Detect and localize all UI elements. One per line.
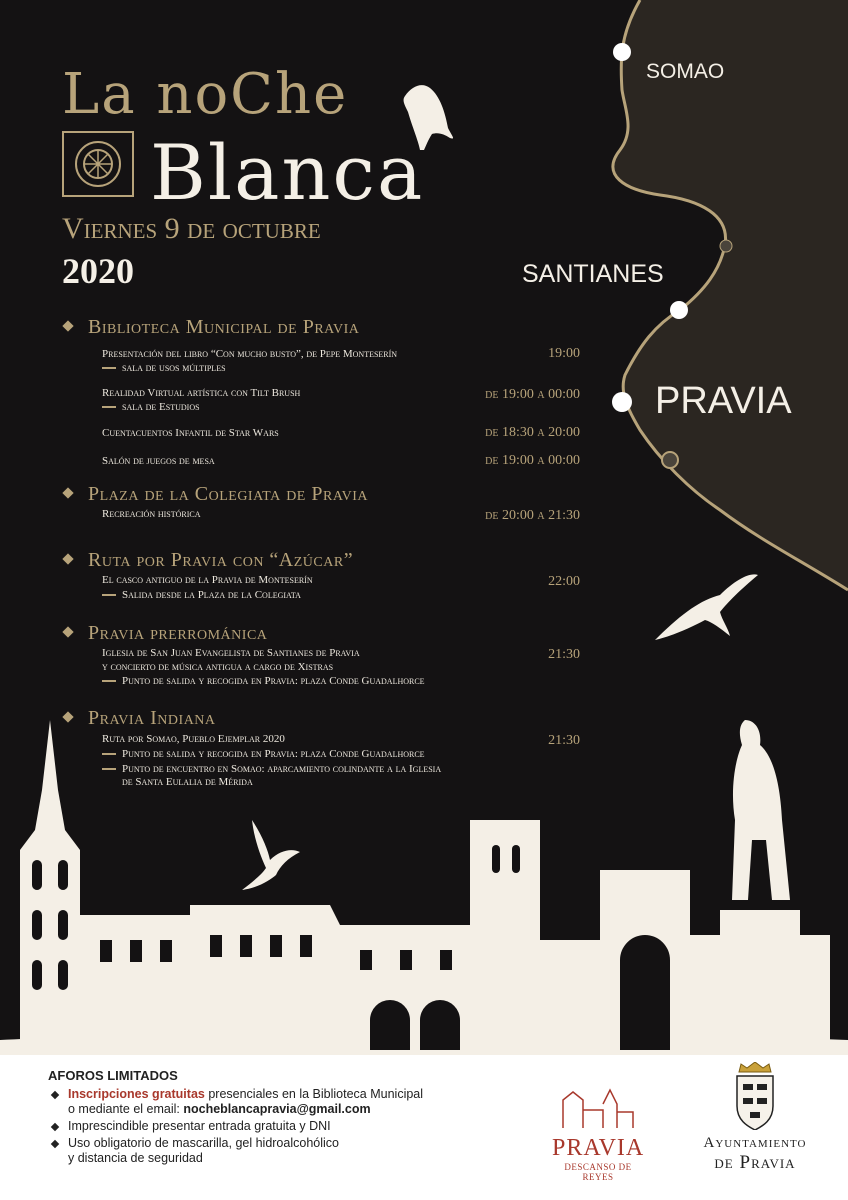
event-time: de 20:00 a 21:30 bbox=[485, 508, 580, 523]
event-text: Salón de juegos de mesa bbox=[102, 455, 215, 467]
pravia-logo bbox=[552, 1080, 644, 1182]
section-heading: Ruta por Pravia con “Azúcar” bbox=[64, 549, 353, 572]
event-time: 19:00 bbox=[548, 346, 580, 361]
event-sub: Punto de salida y recogida en Pravia: plaza Conde Guadalhorce bbox=[102, 748, 425, 760]
event-text: Presentación del libro “Con mucho busto”, de Pepe Monteserín bbox=[102, 348, 398, 360]
event-sub: Punto de encuentro en Somao: aparcamiento colindante a la Iglesia bbox=[102, 763, 441, 775]
section-heading: Biblioteca Municipal de Pravia bbox=[64, 316, 359, 339]
info-block bbox=[48, 1068, 423, 1168]
pravia-buildings-icon bbox=[558, 1080, 638, 1130]
map-label-pravia: PRAVIA bbox=[655, 380, 792, 422]
event-time: 21:30 bbox=[548, 733, 580, 748]
diamond-bullet-icon bbox=[62, 554, 73, 565]
event-text: Ruta por Somao, Pueblo Ejemplar 2020 bbox=[102, 733, 285, 745]
title-line1: La noChe bbox=[62, 62, 349, 127]
event-time: de 18:30 a 20:00 bbox=[485, 425, 580, 440]
event-text: Recreación histórica bbox=[102, 508, 201, 520]
info-item: Uso obligatorio de mascarilla, gel hidroalcohólico y distancia de seguridad bbox=[48, 1136, 423, 1166]
event-text: y concierto de música antigua a cargo de Xistras bbox=[102, 661, 334, 673]
info-item: Imprescindible presentar entrada gratuita y DNI bbox=[48, 1119, 423, 1134]
map-label-santianes: SANTIANES bbox=[522, 260, 664, 288]
map-label-somao: SOMAO bbox=[646, 60, 725, 83]
event-sub: Salida desde la Plaza de la Colegiata bbox=[102, 589, 301, 601]
event-sub: sala de usos múltiples bbox=[102, 362, 226, 374]
ayuntamiento-line2: de Pravia bbox=[714, 1152, 796, 1173]
diamond-bullet-icon bbox=[62, 321, 73, 332]
info-heading: AFOROS LIMITADOS bbox=[48, 1068, 178, 1083]
diamond-bullet-icon bbox=[62, 488, 73, 499]
event-time: 22:00 bbox=[548, 574, 580, 589]
event-time: 21:30 bbox=[548, 647, 580, 662]
diamond-bullet-icon bbox=[62, 627, 73, 638]
celtic-emblem-icon bbox=[62, 131, 134, 197]
santianes-marker bbox=[670, 301, 688, 319]
bird-silhouette bbox=[655, 574, 758, 640]
pravia-marker bbox=[612, 392, 632, 412]
section-heading: Plaza de la Colegiata de Pravia bbox=[64, 483, 368, 506]
event-year: 2020 bbox=[62, 251, 134, 291]
event-time: de 19:00 a 00:00 bbox=[485, 387, 580, 402]
event-sub: Punto de salida y recogida en Pravia: plaza Conde Guadalhorce bbox=[102, 675, 425, 687]
event-text: Iglesia de San Juan Evangelista de Santianes de Pravia bbox=[102, 647, 360, 659]
section-heading: Pravia Indiana bbox=[64, 707, 216, 730]
info-item: Inscripciones gratuitas presenciales en la Biblioteca Municipal o mediante el email: nocheblancapravia@gmail.com bbox=[48, 1087, 423, 1117]
pravia-logo-tagline: DESCANSO DE REYES bbox=[564, 1162, 632, 1182]
event-time: de 19:00 a 00:00 bbox=[485, 453, 580, 468]
town-skyline bbox=[0, 700, 848, 1080]
event-date: Viernes 9 de octubre bbox=[62, 212, 321, 245]
event-text: Cuentacuentos Infantil de Star Wars bbox=[102, 427, 279, 439]
ayuntamiento-logo bbox=[690, 1062, 820, 1174]
ayuntamiento-line1: Ayuntamiento bbox=[703, 1135, 807, 1151]
coat-of-arms-icon bbox=[733, 1062, 777, 1130]
event-text: El casco antiguo de la Pravia de Monteserín bbox=[102, 574, 313, 586]
title-line2: Blanca bbox=[150, 128, 425, 217]
section-heading: Pravia prerrománica bbox=[64, 622, 267, 645]
event-sub: sala de Estudios bbox=[102, 401, 200, 413]
event-text: Realidad Virtual artística con Tilt Brush bbox=[102, 387, 301, 399]
somao-marker bbox=[613, 43, 631, 61]
event-sub: de Santa Eulalia de Mérida bbox=[122, 776, 253, 788]
email-link[interactable]: nocheblancapravia@gmail.com bbox=[183, 1102, 371, 1116]
pravia-logo-name: PRAVIA bbox=[552, 1135, 645, 1161]
